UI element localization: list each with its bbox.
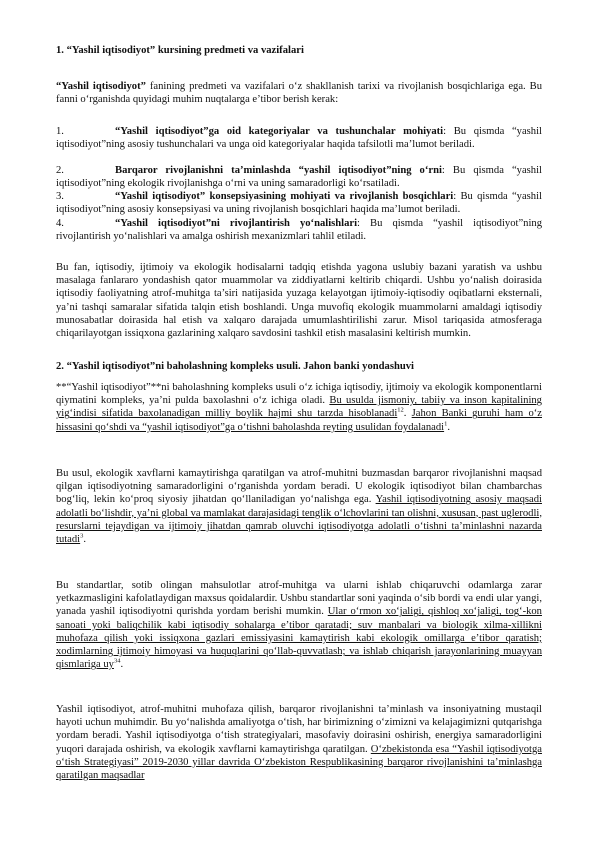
list-number: 4. bbox=[56, 218, 64, 229]
body-paragraph bbox=[56, 381, 542, 434]
list-item-title: “Yashil iqtisodiyot” konsepsiyasining mohiyati va rivojlanish bosqichlari bbox=[115, 191, 454, 202]
body-paragraph bbox=[56, 703, 542, 782]
paragraph-text: **“Yashil iqtisodiyot”**ni baholashning kompleks usuli o‘z ichiga iqtisodiy, ijtimoiy va ekologik komponentlarni qiymatini kompleks, ya’ni pulda baxolashni o‘z ichiga oladi. bbox=[56, 382, 542, 407]
paragraph-text: Bu usul, ekologik xavflarni kamaytirishga qaratilgan va atrof-muhitni buzmasdan barqaror rivojlanishni maqsad qilgan iqtisodiyotning samaradorligini o‘rganishda yordam beradi. U ekologik iqtisodiyot bilan chambarchas bog‘liq, lekin ko‘proq siyosiy jihatdan qo‘llaniladigan yo‘nalishga ega. bbox=[56, 468, 542, 506]
footnote-ref: 12 bbox=[397, 406, 404, 414]
body-paragraph: Bu fan, iqtisodiy, ijtimoiy va ekologik hodisalarni tadqiq etishda yagona uslubiy bazani yaratish va ushbu masalaga fanlararo yondashish qator muammolar va ziddiyatlarni keltirib chiqardi. Ushbu yo‘nalish doirasida iqtisodiy faoliyatning atrof-muhitga ta’siri natijasida yuzaga kelayotgan ijtimoiy-iqtisodiy oqibatlarni eksternali, ya’ni tashqi samaralar sifatida talqin etish boshlandi. Unga muvofiq ekologik muammolarni amaldagi iqtisodiy munosabatlar doirasida hal etish va xalqaro darajada umumlashtirilishi zarur. Misol tariqasida atmosferaga chiqarilayotgan issiqxona gazlarining xalqaro savdosini tashkil etish masalasini keltirish mumkin. bbox=[56, 262, 542, 340]
footnote-ref: 3 bbox=[80, 532, 84, 540]
list-item bbox=[56, 164, 542, 190]
list-item-title: “Yashil iqtisodiyot”ga oid kategoriyalar va tushunchalar mohiyati bbox=[115, 126, 444, 137]
list-number: 2. bbox=[56, 165, 64, 176]
underlined-text: O‘zbekistonda esa “Yashil iqtisodiyotga o‘tish Strategiyasi” 2019-2030 yillar davrida O‘zbekiston Respublikasining barqaror rivojlanishini ta’minlashga qaratilgan maqsadlar bbox=[56, 743, 542, 782]
body-paragraph bbox=[56, 467, 542, 546]
section-heading-1: 1. “Yashil iqtisodiyot” kursining predmeti va vazifalari bbox=[56, 45, 304, 56]
intro-text: fanining predmeti va vazifalari o‘z shakllanish tarixi va rivojlanish bosqichlariga ega. Bu fanni o‘rganishda quyidagi muhim nuqtalarga e’tibor berish kerak: bbox=[56, 81, 543, 106]
list-item-title: “Yashil iqtisodiyot”ni rivojlantirish yo‘nalishlari bbox=[115, 218, 358, 229]
list-item-text: : Bu qismda “yashil iqtisodiyot”ning rivojlantirish yo‘nalishlari va amalga oshirish mexanizmlari tahlil etiladi. bbox=[56, 218, 542, 243]
intro-bold-term: “Yashil iqtisodiyot” bbox=[56, 81, 146, 92]
list-item-text: : Bu qismda “yashil iqtisodiyot”ning asosiy konsepsiyasi va uning rivojlanish bosqichlari haqida ma’lumot beriladi. bbox=[56, 191, 542, 216]
paragraph-text: Yashil iqtisodiyot, atrof-muhitni muhofaza qilish, barqaror rivojlanishni ta’minlash va insoniyatning mustaqil hayoti uchun muhimdir. Bu yo‘nalishda amaliyotga o‘tish, har birimizning o‘zimizni va kelajagimizni qutqarishga yordam beradi. Yashil iqtisodiyotga o‘tish strategiyalari, masofaviy doirasini oshirish, energiya samaradorligini yuqori darajada oshirish, va ekologik xavflarni kamaytirishga qaratilgan. bbox=[56, 704, 542, 755]
underlined-text: Ular o‘rmon xo‘jaligi, qishloq xo‘jaligi, tog‘-kon sanoati yoki baliqchilik kabi iqtisodiy sohalarga e’tibor qaratadi; suv manbalari va biologik xilma-xillikni muhofaza qilish yoki issiqxona gazlari emissiyasini kamaytirish kabi ekologik omillarga e’tibor qaratish; xodimlarning ijtimoiy himoyasi va huquqlarini qo‘llab-quvvatlash; va ishlab chiqarish jarayonlarining muayyan qismlariga uy bbox=[56, 606, 542, 671]
list-item bbox=[56, 190, 542, 216]
underlined-text: Bu usulda jismoniy, tabiiy va inson kapitalining yig‘indisi sifatida baxolanadigan milliy boylik hajmi shu tarzda hisoblanadi bbox=[56, 395, 542, 420]
footnote-ref: 34 bbox=[113, 657, 121, 665]
underlined-text: Jahon Banki guruhi ham o‘z hissasini qo‘shdi va “yashil iqtisodiyot”ga o‘tishni baholashda reyting usulidan foydalanadi bbox=[56, 408, 542, 433]
paragraph-text: . bbox=[403, 408, 412, 420]
list-item-text: : Bu qismda “yashil iqtisodiyot”ning asosiy tushunchalari va unga oid kategoriyalar haqida tafsilotli ma’lumot beriladi. bbox=[56, 126, 542, 151]
section-heading-2: 2. “Yashil iqtisodiyot”ni baholashning kompleks usuli. Jahon banki yondashuvi bbox=[56, 361, 414, 372]
list-item bbox=[56, 217, 542, 243]
paragraph-text: . bbox=[120, 659, 124, 671]
paragraph-text: . bbox=[447, 421, 450, 433]
list-item-text: : Bu qismda “yashil iqtisodiyot”ning ekologik rivojlanishga o‘rni va uning samaradorligi ko‘rsatiladi. bbox=[56, 165, 542, 190]
list-item bbox=[56, 125, 542, 151]
paragraph-text: . bbox=[83, 534, 87, 546]
list-item-title: Barqaror rivojlanishni ta’minlashda “yashil iqtisodiyot”ning o‘rni bbox=[115, 165, 442, 176]
body-paragraph bbox=[56, 579, 542, 671]
list-number: 1. bbox=[56, 126, 64, 137]
paragraph-text: Bu standartlar, sotib olingan mahsulotlar atrof-muhitga va ularni ishlab chiqaruvchi odamlarga zarar yetkazmasligini kafolatlaydigan maxsus qoidalardir. Ushbu standartlar soni yaqinda o‘sib bordi va endi ular yangi, yanada yashil iqtisodiyotni qurishda yordam berishi mumkin. bbox=[56, 580, 542, 618]
list-number: 3. bbox=[56, 191, 64, 202]
underlined-text: Yashil iqtisodiyotning asosiy maqsadi adolatli bo‘lishdir, ya’ni global va mamlakat darajasidagi tenglik o‘lchovlarini tan olishni, xususan, past uglerodli, resurslarni tejaydigan va ijtimoiy jihatdan qamrab oluvchi iqtisodiyotga adolatli o‘tishni ta’minlashni nazarda tutadi bbox=[56, 494, 542, 546]
footnote-ref: 1 bbox=[444, 420, 448, 428]
intro-paragraph bbox=[56, 80, 542, 106]
